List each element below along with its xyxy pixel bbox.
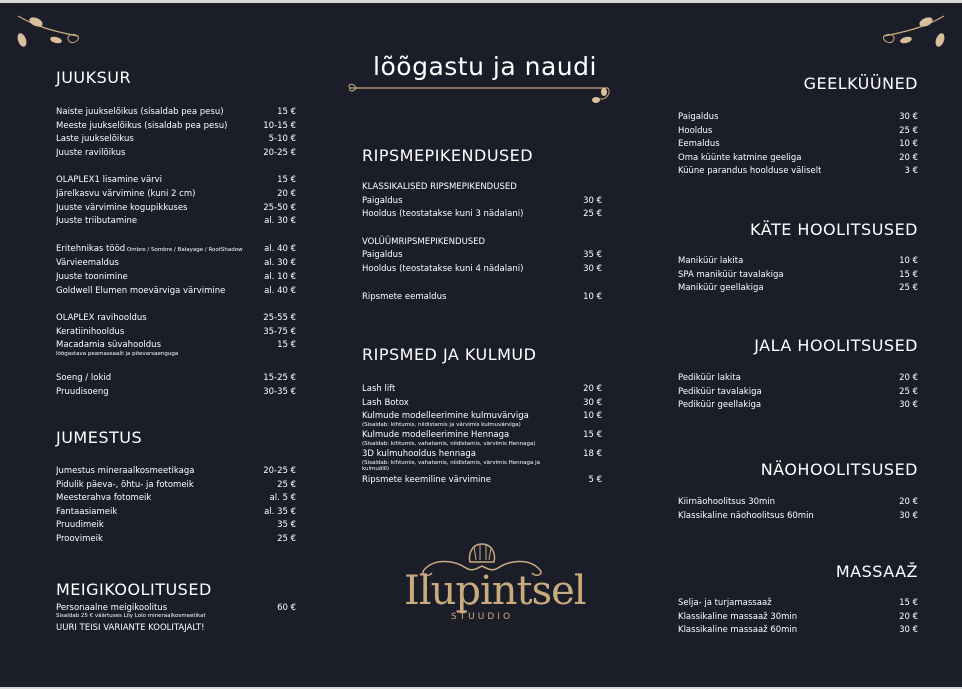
item-name: Klassikaline näohoolitsus 60min	[678, 510, 814, 521]
group-gap	[56, 229, 296, 243]
list-item	[56, 339, 296, 357]
item-price: 20 €	[583, 384, 602, 394]
list-item	[56, 285, 296, 299]
item-price: 20 €	[277, 188, 296, 199]
list-item	[678, 125, 918, 139]
item-name: Soeng / lokid	[56, 373, 112, 384]
list-item	[678, 372, 918, 386]
item-name: Naiste juukselõikus (sisaldab pea pesu)	[56, 107, 224, 117]
list-item	[56, 188, 296, 202]
logo-subtitle: STUUDIO	[450, 612, 514, 622]
item-price: 20-25 €	[263, 147, 296, 158]
item-name: Keratiinihooldus	[56, 326, 125, 337]
ripsme-section	[362, 146, 602, 304]
list-item	[56, 479, 296, 493]
kulmud-section	[362, 345, 602, 488]
item-name: Kulmude modelleerimine kulmuvärviga	[362, 411, 529, 422]
list-item	[362, 263, 602, 277]
list-item	[56, 147, 296, 161]
group-gap	[56, 358, 296, 372]
item-name: SPA maniküür tavalakiga	[678, 269, 784, 280]
list-item	[56, 506, 296, 520]
item-name: Paigaldus	[678, 112, 719, 122]
jumestus-list	[56, 465, 296, 547]
item-name: Klassikaline massaaž 30min	[678, 611, 798, 622]
item-price: 30-35 €	[263, 387, 296, 397]
list-item	[678, 138, 918, 152]
item-price: al. 40 €	[264, 243, 296, 254]
item-name: Meesterahva fotomeik	[56, 493, 152, 504]
item-detail: Ombre / Sombre / Balayage / RootShadow	[125, 246, 243, 253]
kulmud-list	[362, 383, 602, 488]
list-item	[678, 269, 918, 283]
section-title-nao: NÄOHOOLITSUSED	[760, 460, 918, 479]
item-price: al. 5 €	[269, 493, 296, 504]
item-price: 18 €	[583, 449, 602, 460]
list-item	[678, 386, 918, 400]
meigi-note: UURI TEISI VARIANTE KOOLITAJALT!	[56, 623, 205, 634]
item-name: Goldwell Elumen moevärviga värvimine	[56, 285, 226, 296]
item-name: Värvieemaldus	[56, 258, 119, 269]
item-price: 25 €	[583, 209, 602, 220]
item-name: Juuste triibutamine	[56, 216, 138, 227]
list-item	[678, 111, 918, 125]
leaf-ornament-icon	[12, 10, 84, 48]
item-price: 25 €	[899, 125, 918, 136]
section-title-jala: JALA HOOLITSUSED	[754, 336, 918, 355]
item-price: 30 €	[899, 112, 918, 122]
item-name: Küüne parandus hoolduse väliselt	[678, 166, 822, 177]
item-name: Lash Botox	[362, 397, 409, 408]
list-item	[56, 312, 296, 326]
list-item	[56, 519, 296, 533]
item-price: 3 €	[904, 166, 918, 177]
section-title-jumestus: JUMESTUS	[56, 428, 143, 447]
item-name: Pidulik päeva-, õhtu- ja fotomeik	[56, 479, 194, 490]
geel-list	[678, 111, 918, 179]
item-name: Juuste toonimine	[56, 271, 128, 282]
list-item	[678, 624, 918, 638]
section-title-kulmud: RIPSMED JA KULMUD	[362, 345, 537, 364]
item-name: Selja- ja turjamassaaž	[678, 598, 772, 608]
item-price: 15-25 €	[263, 373, 296, 384]
item-price: al. 35 €	[264, 506, 296, 517]
item-price: 10 €	[899, 139, 918, 150]
section-title-massaaz: MASSAAŽ	[835, 562, 918, 581]
item-price: 15 €	[277, 175, 296, 186]
item-name: Meeste juukselõikus (sisaldab pea pesu)	[56, 120, 228, 131]
item-price: 30 €	[899, 400, 918, 411]
item-price: 5-10 €	[268, 134, 296, 145]
list-item	[362, 474, 602, 488]
group-gap	[56, 298, 296, 312]
list-item	[678, 399, 918, 413]
item-price: 30 €	[899, 510, 918, 521]
item-name: Fantaasiameik	[56, 506, 118, 517]
list-item	[678, 611, 918, 625]
item-name: Paigaldus	[362, 250, 403, 261]
item-price: 30 €	[899, 625, 918, 636]
logo-wordmark: Ilupintsel	[404, 568, 586, 614]
section-title-kate: KÄTE HOOLITSUSED	[750, 220, 918, 239]
list-item	[362, 448, 602, 473]
nao-list	[678, 496, 918, 523]
group-title: KLASSIKALISED RIPSMEPIKENDUSED	[362, 182, 517, 192]
item-name: Maniküür geellakiga	[678, 283, 764, 294]
kate-list	[678, 255, 918, 296]
item-price: 15 €	[277, 340, 296, 351]
item-note: (Sisaldab: kihtumis, niidistamis ja värvimis kulmuvärviga)	[362, 421, 521, 428]
item-name: Hooldus	[678, 125, 713, 136]
list-item	[56, 271, 296, 285]
item-name	[56, 243, 243, 258]
section-title-juuksur: JUUKSUR	[56, 68, 132, 87]
vol-list	[362, 249, 602, 276]
list-item	[362, 249, 602, 263]
list-item	[362, 397, 602, 411]
list-item	[56, 326, 296, 340]
list-item	[56, 215, 296, 229]
item-price: 15 €	[899, 598, 918, 608]
item-price: 25 €	[277, 479, 296, 490]
item-price: 10 €	[583, 411, 602, 422]
list-item	[56, 465, 296, 479]
list-item	[56, 202, 296, 216]
item-name: Ripsmete keemiline värvimine	[362, 474, 492, 485]
jala-section	[678, 336, 918, 413]
item-name: 3D kulmuhooldus hennaga	[362, 449, 476, 460]
item-price: 35 €	[583, 250, 602, 261]
list-item	[362, 410, 602, 428]
leaf-ornament-icon	[878, 10, 950, 48]
title-underline-ornament	[346, 80, 618, 108]
item-price: 25 €	[277, 533, 296, 544]
section-title-meigi: MEIGIKOOLITUSED	[56, 580, 212, 599]
item-name: Juuste ravilõikus	[56, 147, 126, 158]
section-title-ripsme: RIPSMEPIKENDUSED	[362, 146, 534, 165]
group-gap	[56, 160, 296, 174]
massaaz-section	[678, 562, 918, 638]
list-item	[56, 257, 296, 271]
list-item	[56, 372, 296, 386]
item-name: Pediküür lakita	[678, 373, 741, 383]
list-item	[678, 255, 918, 269]
juuksur-list	[56, 106, 296, 400]
item-price: 25-55 €	[263, 313, 296, 324]
item-note: (Sisaldab: kihtumis, vahatamis, niidistamis, värvimis Hennaga)	[362, 440, 536, 447]
item-name: Pediküür tavalakiga	[678, 386, 762, 397]
kate-section	[678, 220, 918, 296]
item-name: Klassikaline massaaž 60min	[678, 625, 798, 636]
list-item	[56, 243, 296, 258]
item-name: Macadamia süvahooldus	[56, 340, 161, 351]
meigi-section	[56, 580, 296, 636]
section-title-geel: GEELKÜÜNED	[803, 74, 918, 93]
item-name: Proovimeik	[56, 533, 103, 544]
list-item	[678, 597, 918, 611]
list-item	[362, 429, 602, 447]
item-price: 25 €	[899, 386, 918, 397]
item-price: 25 €	[899, 283, 918, 294]
nao-section	[678, 460, 918, 523]
item-name: Pruudimeik	[56, 520, 104, 531]
massaaz-list	[678, 597, 918, 638]
list-item	[678, 282, 918, 296]
item-name: Jumestus mineraalkosmeetikaga	[56, 466, 195, 476]
list-item	[56, 133, 296, 147]
list-item: Personaalne meigikoolitus 60 €	[56, 603, 296, 613]
item-price: 20 €	[899, 611, 918, 622]
item-price: 10 €	[899, 256, 918, 266]
item-name: Järelkasvu värvimine (kuni 2 cm)	[56, 188, 196, 199]
item-name: Eemaldus	[678, 139, 720, 150]
item-name: Laste juukselõikus	[56, 134, 134, 145]
item-name: OLAPLEX1 lisamine värvi	[56, 175, 163, 186]
list-item	[362, 195, 602, 209]
list-item	[56, 386, 296, 400]
item-price: 20 €	[899, 152, 918, 163]
item-price: 15 €	[583, 430, 602, 441]
list-item	[362, 208, 602, 222]
item-price: 35 €	[277, 520, 296, 531]
item-price: 35-75 €	[263, 326, 296, 337]
item-name: Hooldus (teostatakse kuni 3 nädalani)	[362, 209, 524, 220]
item-price: 20 €	[899, 497, 918, 507]
item-price: 20 €	[899, 373, 918, 383]
page-title: lõõgastu ja naudi	[373, 52, 597, 81]
item-price: 30 €	[583, 263, 602, 274]
item-price: al. 30 €	[264, 258, 296, 269]
item-price: 15 €	[899, 269, 918, 280]
list-item	[56, 492, 296, 506]
item-name: Kulmude modelleerimine Hennaga	[362, 430, 510, 441]
item-price: 25-50 €	[263, 202, 296, 213]
list-item	[678, 165, 918, 179]
list-item	[56, 533, 296, 547]
list-item	[56, 106, 296, 120]
item-name: Oma küünte katmine geeliga	[678, 152, 802, 163]
item-name: Pruudisoeng	[56, 387, 109, 397]
list-item: Ripsmete eemaldus 10 €	[362, 291, 602, 302]
left-column	[56, 68, 296, 400]
list-item	[678, 496, 918, 510]
jumestus-section	[56, 428, 296, 547]
item-price: 5 €	[588, 474, 602, 485]
item-price: al. 10 €	[264, 271, 296, 282]
item-name: Kiirnäohoolitsus 30min	[678, 497, 776, 507]
item-name: Maniküür lakita	[678, 256, 744, 266]
item-price: al. 40 €	[264, 285, 296, 296]
item-name: Paigaldus	[362, 195, 403, 206]
item-note: (Sisaldab: kihtumis, vahatamis, niidistamis, värvimis Hennaga ja kulmuõlil)	[362, 459, 540, 473]
item-name: Hooldus (teostatakse kuni 4 nädalani)	[362, 263, 524, 274]
item-name: Juuste värvimine kogupikkuses	[56, 202, 188, 213]
list-item	[56, 174, 296, 188]
item-price: 30 €	[583, 397, 602, 408]
item-price: 20-25 €	[263, 466, 296, 476]
list-item	[56, 120, 296, 134]
item-name: Lash lift	[362, 384, 396, 394]
jala-list	[678, 372, 918, 413]
group-title: VOLÜÜMRIPSMEPIKENDUSED	[362, 236, 486, 247]
list-item	[678, 510, 918, 524]
item-price: 10-15 €	[263, 120, 296, 131]
item-price: 30 €	[583, 195, 602, 206]
item-note: lõõgastava peamassaaži ja põevarsaenguga	[56, 350, 179, 357]
item-name-text: Eritehnikas tööd	[56, 243, 126, 254]
list-item	[678, 152, 918, 166]
item-price: 15 €	[277, 107, 296, 117]
klass-list	[362, 195, 602, 222]
item-price: al. 30 €	[264, 216, 296, 227]
geel-section	[678, 74, 918, 179]
item-note: Sisaldab 25 € väärtuses Lily Lolo mineraalkosmeetikat	[56, 612, 206, 619]
list-item	[362, 383, 602, 397]
item-name: OLAPLEX ravihooldus	[56, 313, 147, 324]
item-name: Pediküür geellakiga	[678, 400, 762, 411]
